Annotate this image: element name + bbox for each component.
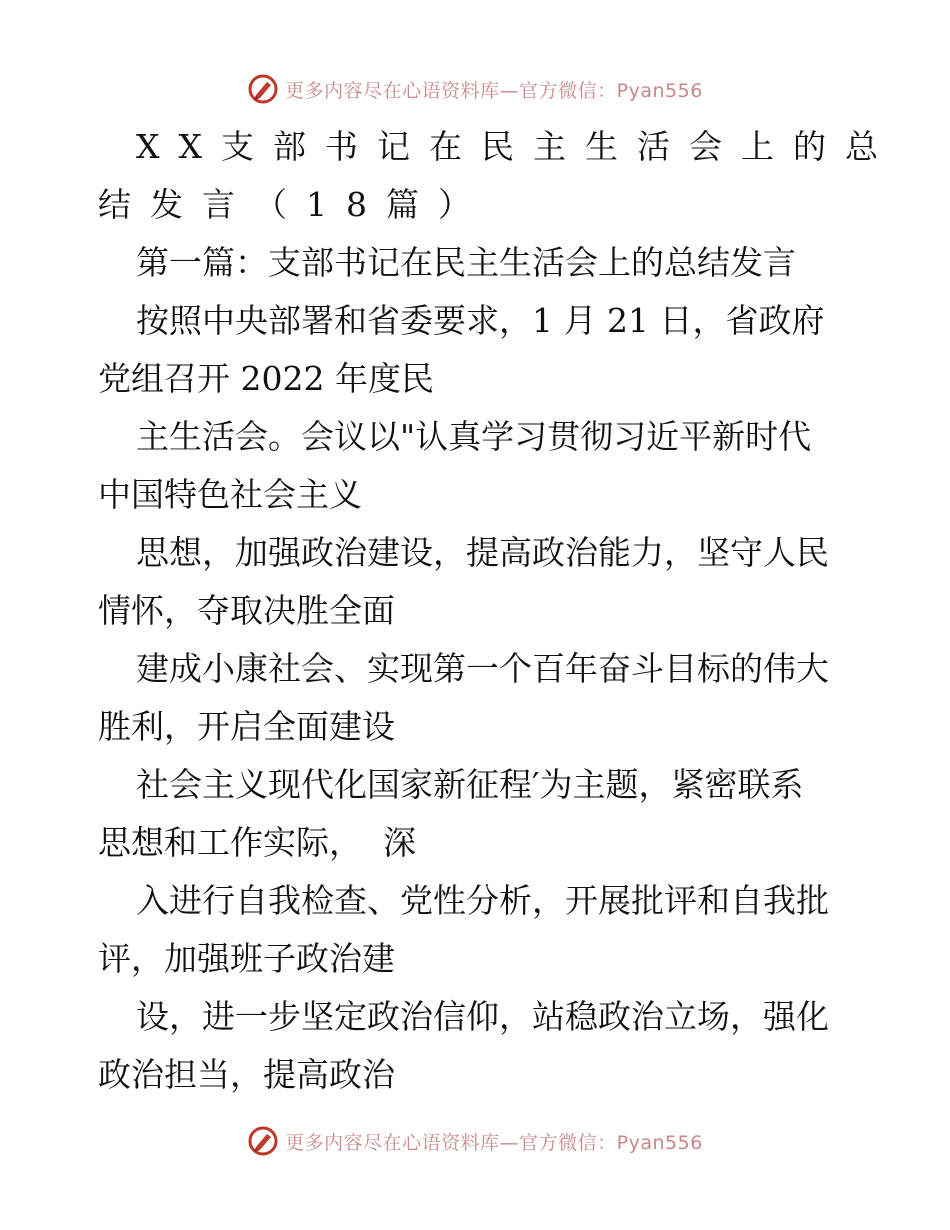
document-body <box>98 118 897 1104</box>
paragraph-line: 入进行自我检查、党性分析，开展批评和自我批 <box>136 881 829 920</box>
paragraph-line: 评，加强班子政治建 <box>98 939 395 978</box>
pen-logo-icon <box>247 1125 279 1157</box>
paragraph-line: 建成小康社会、实现第一个百年奋斗目标的伟大 <box>136 649 829 688</box>
paragraph-line: 按照中央部署和省委要求，1 月 21 日，省政府 <box>136 301 825 340</box>
document-title-line-2: 结发言（18篇） <box>98 185 490 224</box>
pen-logo-icon <box>247 73 279 105</box>
paragraph-line: 政治担当，提高政治 <box>98 1055 395 1094</box>
watermark-text: 更多内容尽在心语资料库—官方微信：Pyan556 <box>285 1131 703 1154</box>
footer-watermark <box>0 1124 950 1158</box>
paragraph-line: 第一篇：支部书记在民主生活会上的总结发言 <box>136 243 796 282</box>
paragraph-line: 党组召开 2022 年度民 <box>98 359 434 398</box>
watermark-text: 更多内容尽在心语资料库—官方微信：Pyan556 <box>285 79 703 102</box>
paragraph-line: 情怀，夺取决胜全面 <box>98 591 395 630</box>
document-title-line-1: XX支部书记在民主生活会上的总 <box>136 127 897 166</box>
paragraph-line: 社会主义现代化国家新征程′为主题，紧密联系 <box>136 765 804 804</box>
paragraph-line: 思想和工作实际， 深 <box>98 823 416 862</box>
paragraph-line: 设，进一步坚定政治信仰，站稳政治立场，强化 <box>136 997 829 1036</box>
paragraph-line: 思想，加强政治建设，提高政治能力，坚守人民 <box>136 533 829 572</box>
paragraph-line: 主生活会。会议以"认真学习贯彻习近平新时代 <box>136 417 812 456</box>
header-watermark <box>0 72 950 106</box>
paragraph-line: 胜利，开启全面建设 <box>98 707 395 746</box>
paragraph-line: 中国特色社会主义 <box>98 475 362 514</box>
